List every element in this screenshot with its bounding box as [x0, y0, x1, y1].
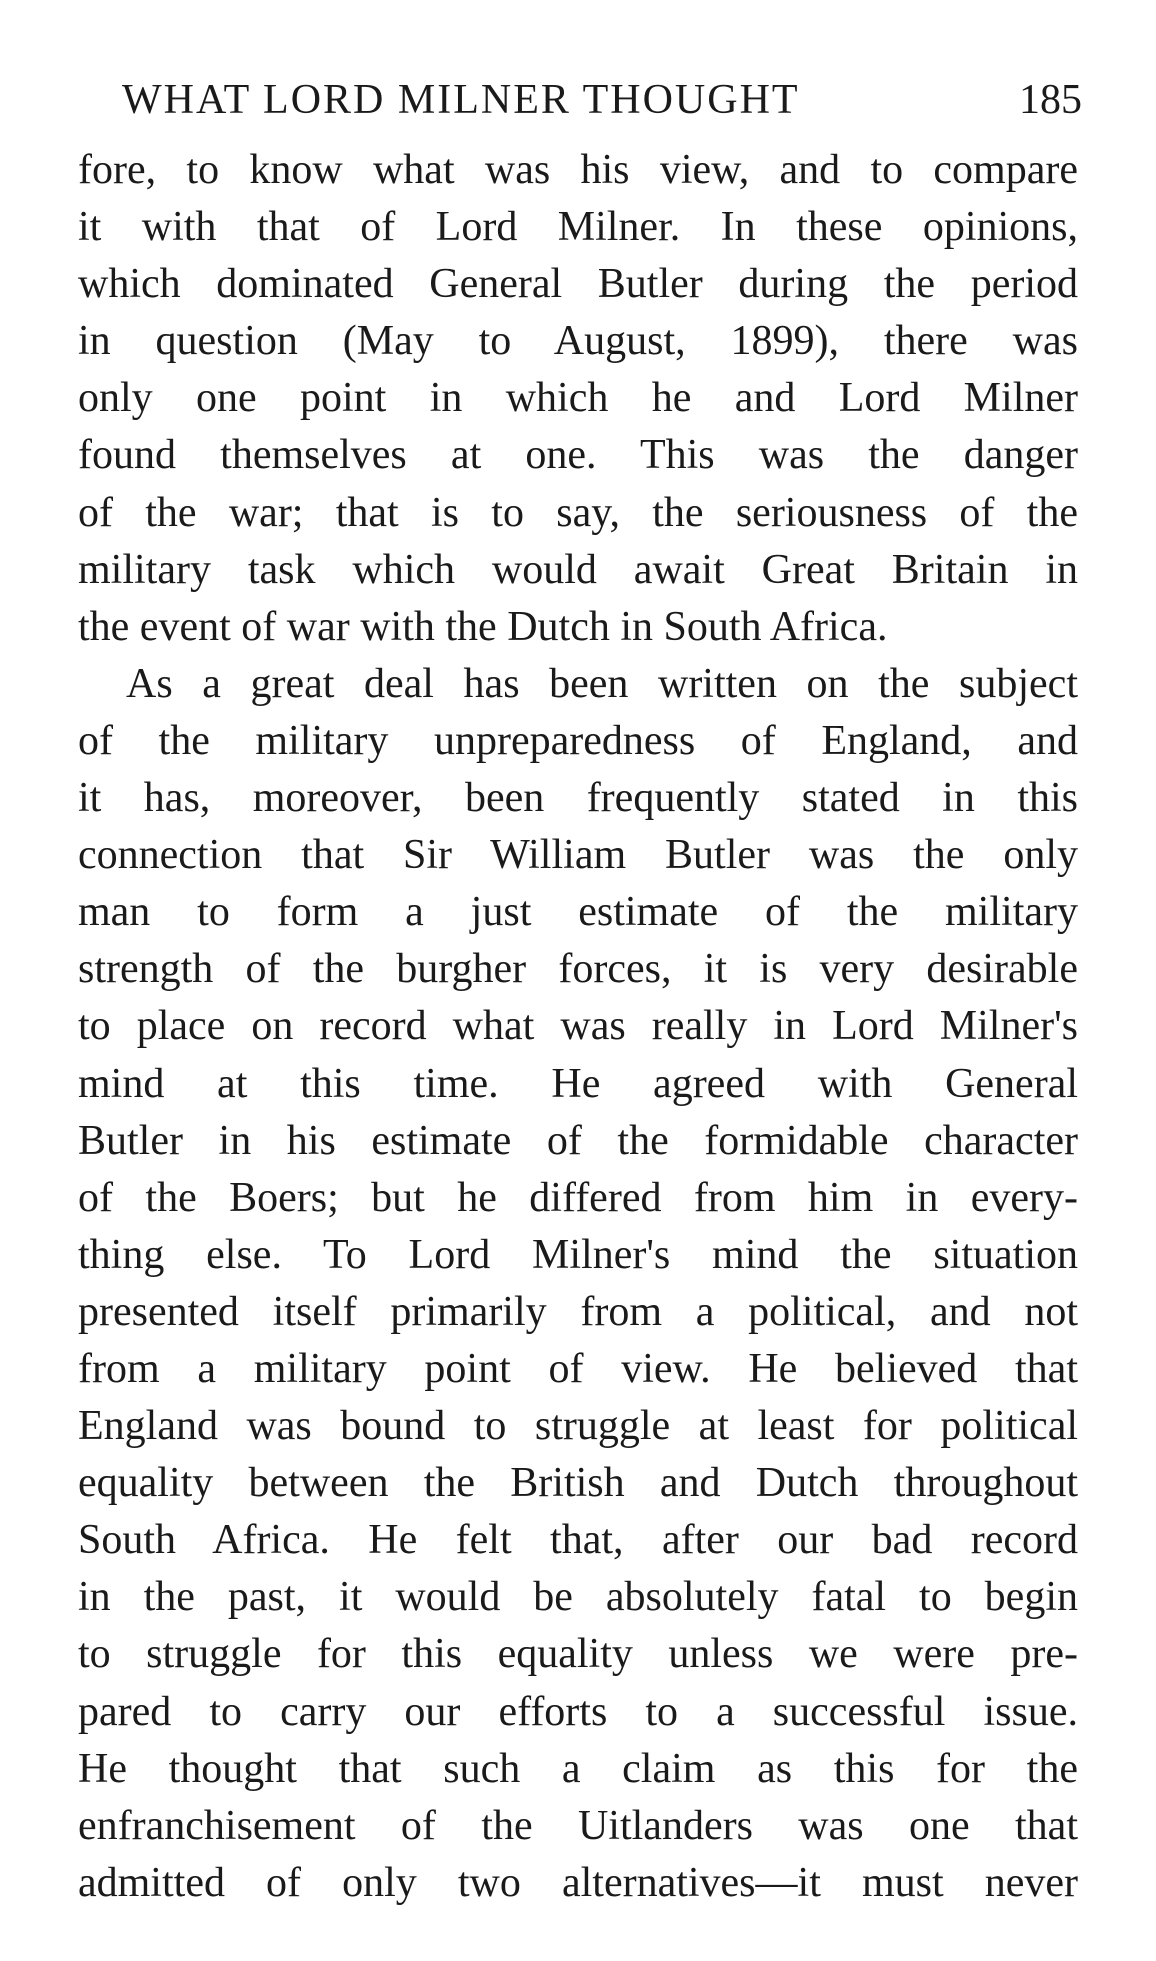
- text-line: enfranchisement of the Uitlanders was one that: [78, 1802, 1078, 1849]
- text-line: presented itself primarily from a political, and not: [78, 1288, 1078, 1335]
- text-line: to struggle for this equality unless we were pre-: [78, 1631, 1078, 1678]
- text-line: to place on record what was really in Lord Milner's: [78, 1003, 1078, 1050]
- text-line: equality between the British and Dutch throughout: [78, 1460, 1078, 1507]
- text-line: thing else. To Lord Milner's mind the situation: [78, 1231, 1078, 1278]
- text-line: in the past, it would be absolutely fatal to begin: [78, 1574, 1078, 1621]
- running-head: [122, 70, 1082, 130]
- text-line: which dominated General Butler during the period: [78, 261, 1078, 308]
- text-line: of the war; that is to say, the seriousness of the: [78, 489, 1078, 536]
- body-text: [78, 142, 1078, 1912]
- text-line: military task which would await Great Britain in: [78, 546, 1078, 593]
- text-line: only one point in which he and Lord Milner: [78, 375, 1078, 422]
- text-line: As a great deal has been written on the subject: [126, 660, 1078, 707]
- text-line: admitted of only two alternatives—it must never: [78, 1859, 1078, 1906]
- text-line: mind at this time. He agreed with General: [78, 1060, 1078, 1107]
- text-line: pared to carry our efforts to a successful issue.: [78, 1688, 1078, 1735]
- running-title: WHAT LORD MILNER THOUGHT: [122, 77, 800, 123]
- text-line: in question (May to August, 1899), there was: [78, 318, 1078, 365]
- text-line: of the Boers; but he differed from him in every-: [78, 1174, 1078, 1221]
- text-line: the event of war with the Dutch in South Africa.: [78, 603, 888, 650]
- text-line: it has, moreover, been frequently stated in this: [78, 775, 1078, 822]
- text-line: of the military unpreparedness of England, and: [78, 717, 1078, 764]
- text-line: found themselves at one. This was the danger: [78, 432, 1078, 479]
- text-line: He thought that such a claim as this for the: [78, 1745, 1078, 1792]
- text-line: it with that of Lord Milner. In these opinions,: [78, 204, 1078, 251]
- text-line: from a military point of view. He believed that: [78, 1345, 1078, 1392]
- text-line: connection that Sir William Butler was the only: [78, 832, 1078, 879]
- text-line: man to form a just estimate of the military: [78, 889, 1078, 936]
- text-line: strength of the burgher forces, it is very desirable: [78, 946, 1078, 993]
- text-line: Butler in his estimate of the formidable character: [78, 1117, 1078, 1164]
- text-line: England was bound to struggle at least for political: [78, 1403, 1078, 1450]
- page-number: 185: [1019, 77, 1082, 123]
- text-line: South Africa. He felt that, after our bad record: [78, 1517, 1078, 1564]
- text-line: fore, to know what was his view, and to compare: [78, 147, 1078, 193]
